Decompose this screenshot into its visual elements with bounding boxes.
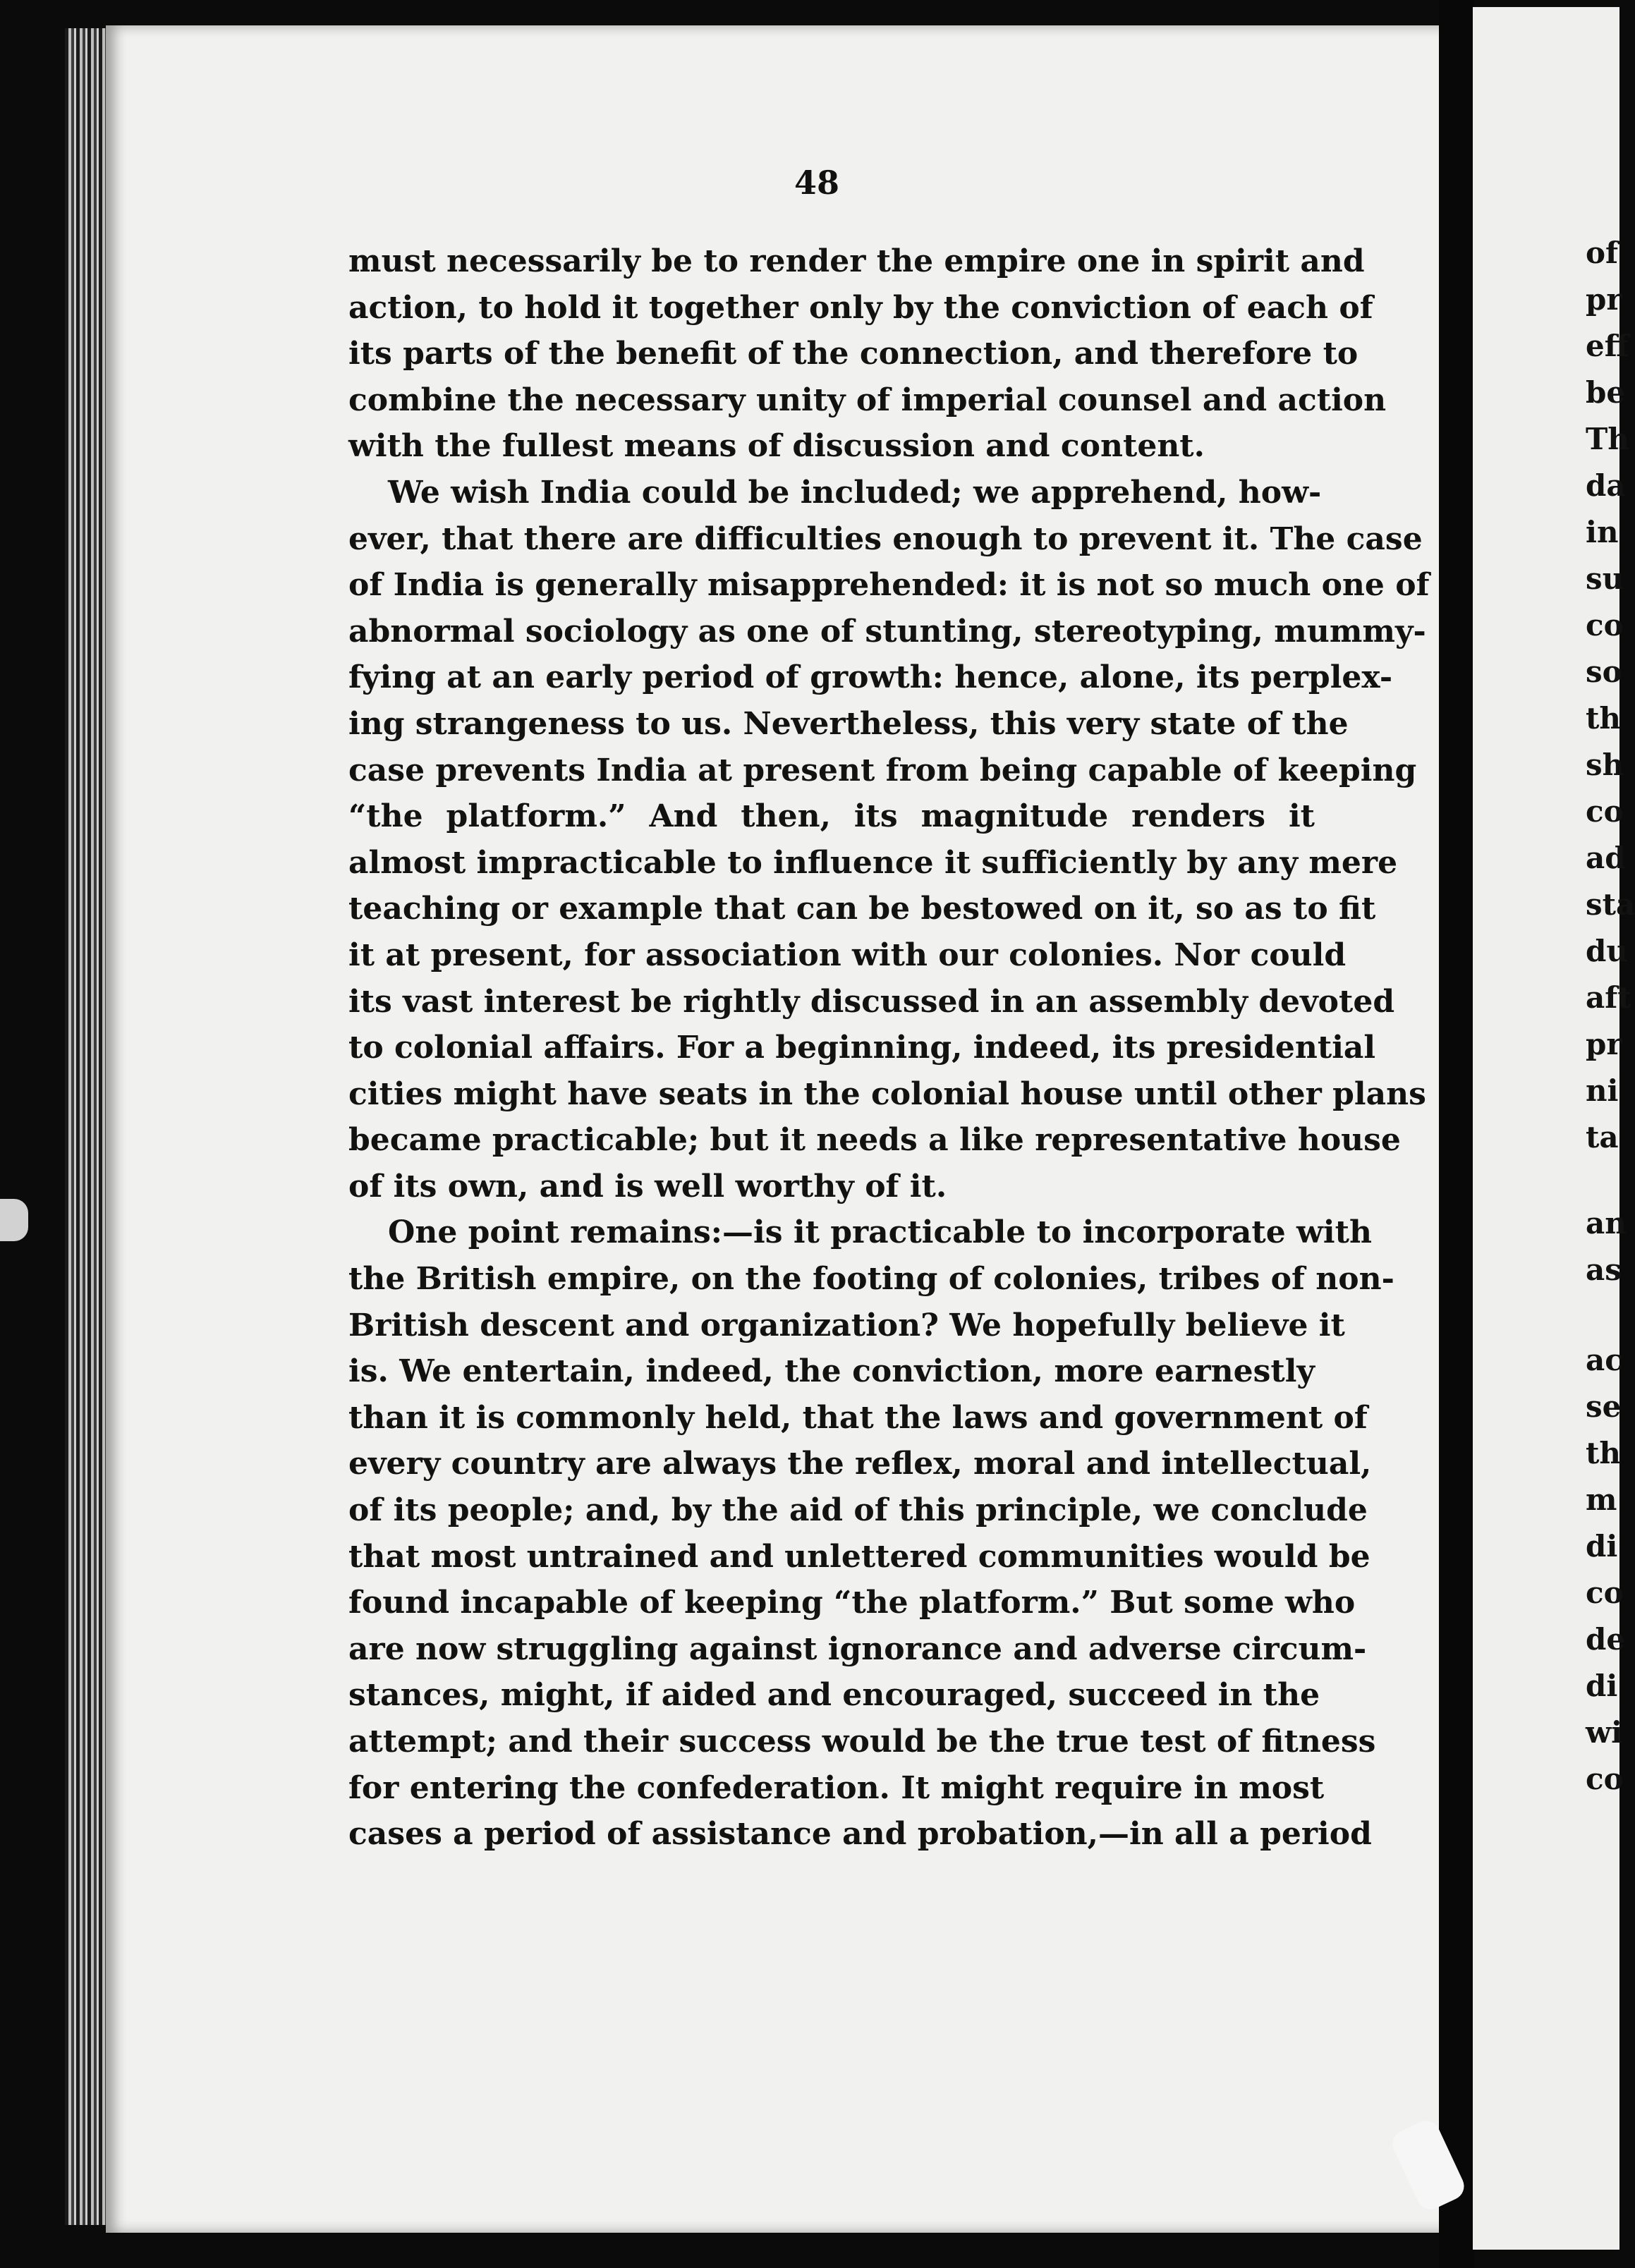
text-line: are now struggling against ignorance and adverse circum- [348,1630,1367,1667]
text-line: teaching or example that can be bestowed on it, so as to fit [348,891,1376,927]
facing-page-fragment: pr [1586,282,1622,317]
text-line: “the platform.” And then, its magnitude renders it [348,798,1315,835]
facing-page-fragment: sh [1586,748,1624,782]
facing-page-fragment: Th [1586,422,1629,456]
facing-page-fragment: ni [1586,1073,1619,1108]
facing-page-fragment: da [1586,468,1626,503]
text-line: One point remains:—is it practicable to incorporate with [388,1214,1372,1251]
text-line: that most untrained and unlettered communities would be [348,1538,1370,1575]
text-line: almost impracticable to influence it sufficiently by any mere [348,844,1398,881]
facing-page-fragment: pr [1586,1027,1622,1061]
text-line: must necessarily be to render the empire one in spirit and [348,243,1365,279]
facing-page-fragment: ta [1586,1120,1619,1154]
facing-page-fragment: as [1586,1252,1622,1287]
text-line: its parts of the benefit of the connection, and therefore to [348,336,1359,372]
facing-page-fragment: di [1586,1529,1618,1563]
text-line: case prevents India at present from being capable of keeping [348,752,1417,788]
text-line: it at present, for association with our colonies. Nor could [348,937,1347,973]
facing-page-fragment: du [1586,934,1628,968]
facing-page-fragment: be [1586,375,1626,410]
facing-page-fragment: of [1586,236,1619,270]
facing-page-fragment: co [1586,1762,1624,1796]
facing-page-fragment: th [1586,701,1621,736]
text-line: its vast interest be rightly discussed in an assembly devoted [348,983,1395,1020]
facing-page-fragment: se [1586,1389,1622,1424]
text-line: of its people; and, by the aid of this principle, we conclude [348,1492,1368,1529]
text-line: fying at an early period of growth: hence, alone, its perplex- [348,659,1393,696]
text-line: British descent and organization? We hopefully believe it [348,1307,1345,1343]
text-line: cities might have seats in the colonial house until other plans [348,1075,1426,1112]
text-line: every country are always the reflex, moral and intellectual, [348,1446,1372,1482]
facing-page-fragment: wi [1586,1715,1623,1750]
text-line: the British empire, on the footing of colonies, tribes of non- [348,1261,1394,1298]
text-line: ever, that there are difficulties enough to prevent it. The case [348,520,1423,557]
facing-page-fragment: ac [1586,1343,1623,1377]
facing-page-fragment: di [1586,1669,1618,1703]
text-line: to colonial affairs. For a beginning, indeed, its presidential [348,1030,1376,1066]
body-text [348,238,1430,1858]
text-line: became practicable; but it needs a like representative house [348,1122,1401,1159]
book-gutter [1439,0,1474,2268]
text-line: than it is commonly held, that the laws and government of [348,1399,1368,1436]
text-line: is. We entertain, indeed, the conviction, more earnestly [348,1353,1315,1390]
text-line: action, to hold it together only by the conviction of each of [348,289,1373,326]
facing-page-fragment: su [1586,561,1624,596]
facing-page-fragment: co [1586,608,1624,642]
text-line: found incapable of keeping “the platform.” But some who [348,1585,1356,1621]
facing-page-fragment: de [1586,1622,1626,1657]
text-line: stances, might, if aided and encouraged, succeed in the [348,1677,1320,1714]
page-number: 48 [794,164,840,202]
facing-page-fragment: m [1586,1482,1617,1517]
facing-page-fragment: eff [1586,329,1629,363]
facing-page-fragment: th [1586,1436,1621,1470]
text-line: attempt; and their success would be the true test of fitness [348,1724,1376,1760]
text-line: of its own, and is well worthy of it. [348,1168,947,1205]
clip-mark [0,1199,28,1241]
facing-page-fragment: co [1586,1575,1624,1610]
facing-page-fragment: an [1586,1206,1627,1240]
text-line: of India is generally misapprehended: it is not so much one of [348,567,1430,604]
text-line: abnormal sociology as one of stunting, stereotyping, mummy- [348,613,1426,650]
text-line: cases a period of assistance and probation,—in all a period [348,1816,1372,1853]
facing-page-fragment: so [1586,654,1622,689]
text-line: We wish India could be included; we apprehend, how- [388,474,1322,511]
text-line: ing strangeness to us. Nevertheless, this very state of the [348,705,1349,742]
facing-page-fragment: sta [1586,887,1635,922]
facing-page-fragment: ad [1586,841,1626,875]
facing-page-fragment: aft [1586,980,1631,1015]
facing-page-fragment: in [1586,515,1619,549]
text-line: for entering the confederation. It might require in most [348,1769,1325,1806]
facing-page-fragment: co [1586,794,1624,829]
text-line: combine the necessary unity of imperial counsel and action [348,382,1387,418]
text-line: with the fullest means of discussion and content. [348,428,1205,465]
